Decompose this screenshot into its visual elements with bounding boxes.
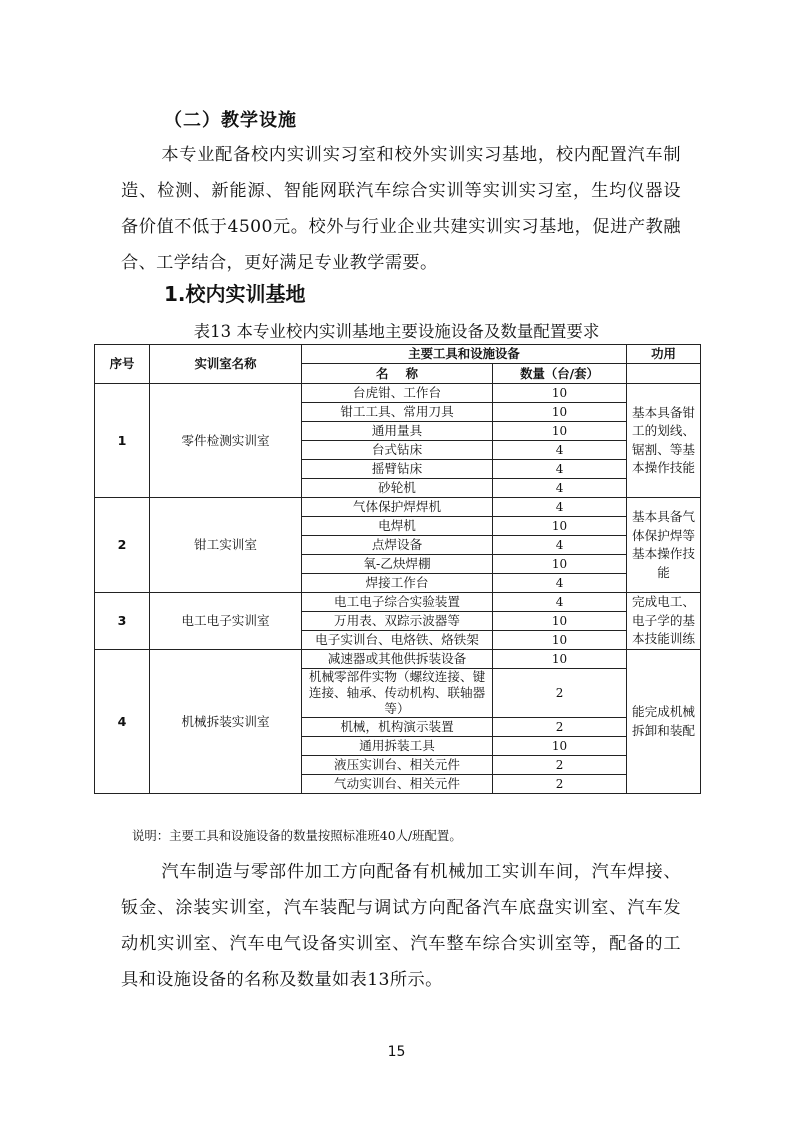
equipment-qty: 4	[493, 536, 627, 555]
equipment-qty: 4	[493, 593, 627, 612]
equipment-qty: 10	[493, 737, 627, 756]
equipment-qty: 2	[493, 718, 627, 737]
equipment-qty: 10	[493, 422, 627, 441]
equipment-qty: 10	[493, 403, 627, 422]
equipment-name: 钳工工具、常用刀具	[302, 403, 493, 422]
table-row	[95, 593, 701, 612]
equipment-name: 电子实训台、电烙铁、烙铁架	[302, 631, 493, 650]
equipment-name: 氧-乙炔焊棚	[302, 555, 493, 574]
table-note: 说明：主要工具和设施设备的数量按照标准班40人/班配置。	[132, 828, 462, 843]
equipment-qty: 10	[493, 631, 627, 650]
equipment-table	[94, 344, 701, 794]
section-heading: （二）教学设施	[164, 110, 297, 131]
room-name: 电工电子实训室	[150, 593, 302, 650]
equipment-name: 台式钻床	[302, 441, 493, 460]
equipment-name: 通用量具	[302, 422, 493, 441]
header-function: 功用	[627, 345, 701, 364]
room-function: 能完成机械拆卸和装配	[627, 650, 701, 794]
header-qty: 数量（台/套）	[493, 364, 627, 384]
equipment-qty: 4	[493, 479, 627, 498]
equipment-name: 机械，机构演示装置	[302, 718, 493, 737]
equipment-qty: 10	[493, 384, 627, 403]
room-function: 基本具备钳工的划线、锯割、等基本操作技能	[627, 384, 701, 498]
equipment-qty: 10	[493, 612, 627, 631]
equipment-name: 电工电子综合实验装置	[302, 593, 493, 612]
equipment-name: 气体保护焊焊机	[302, 498, 493, 517]
equipment-name: 焊接工作台	[302, 574, 493, 593]
equipment-name: 摇臂钻床	[302, 460, 493, 479]
header-function-blank	[627, 364, 701, 384]
equipment-name: 点焊设备	[302, 536, 493, 555]
paragraph-directions-text: 汽车制造与零部件加工方向配备有机械加工实训车间，汽车焊接、钣金、涂装实训室，汽车装配与调试方向配备汽车底盘实训室、汽车发动机实训室、汽车电气设备实训室、汽车整车综合实训室等，配备的工具和设施设备的名称及数量如表13所示。	[121, 862, 681, 990]
equipment-qty: 2	[493, 669, 627, 718]
room-name: 钳工实训室	[150, 498, 302, 593]
equipment-name: 台虎钳、工作台	[302, 384, 493, 403]
equipment-qty: 2	[493, 756, 627, 775]
equipment-qty: 4	[493, 441, 627, 460]
table-row	[95, 650, 701, 669]
paragraph-facilities	[121, 137, 681, 281]
header-room: 实训室名称	[150, 345, 302, 384]
equipment-qty: 10	[493, 650, 627, 669]
equipment-name: 砂轮机	[302, 479, 493, 498]
table-row	[95, 384, 701, 403]
equipment-name: 气动实训台、相关元件	[302, 775, 493, 794]
equipment-name: 万用表、双踪示波器等	[302, 612, 493, 631]
equipment-name: 机械零部件实物（螺纹连接、键连接、轴承、传动机构、联轴器等）	[302, 669, 493, 718]
equipment-qty: 2	[493, 775, 627, 794]
equipment-qty: 4	[493, 460, 627, 479]
row-seq: 4	[95, 650, 150, 794]
subheading-campus-base: 1.校内实训基地	[164, 282, 306, 306]
room-name: 机械拆装实训室	[150, 650, 302, 794]
equipment-name: 液压实训台、相关元件	[302, 756, 493, 775]
header-name: 名 称	[302, 364, 493, 384]
paragraph-directions	[121, 854, 681, 998]
room-function: 基本具备气体保护焊等基本操作技能	[627, 498, 701, 593]
paragraph-facilities-text: 本专业配备校内实训实习室和校外实训实习基地，校内配置汽车制造、检测、新能源、智能网联汽车综合实训等实训实习室，生均仪器设备价值不低于4500元。校外与行业企业共建实训实习基地，促进产教融合、工学结合，更好满足专业教学需要。	[121, 145, 681, 273]
room-name: 零件检测实训室	[150, 384, 302, 498]
table-body	[95, 384, 701, 794]
equipment-qty: 10	[493, 517, 627, 536]
row-seq: 2	[95, 498, 150, 593]
equipment-name: 减速器或其他供拆装设备	[302, 650, 493, 669]
page-number: 15	[387, 1044, 406, 1060]
equipment-qty: 10	[493, 555, 627, 574]
equipment-qty: 4	[493, 574, 627, 593]
row-seq: 3	[95, 593, 150, 650]
table-caption: 表13 本专业校内实训基地主要设施设备及数量配置要求	[193, 322, 600, 341]
room-function: 完成电工、电子学的基本技能训练	[627, 593, 701, 650]
header-seq: 序号	[95, 345, 150, 384]
equipment-name: 电焊机	[302, 517, 493, 536]
table-row	[95, 498, 701, 517]
equipment-qty: 4	[493, 498, 627, 517]
equipment-name: 通用拆装工具	[302, 737, 493, 756]
row-seq: 1	[95, 384, 150, 498]
header-tools: 主要工具和设施设备	[302, 345, 627, 364]
